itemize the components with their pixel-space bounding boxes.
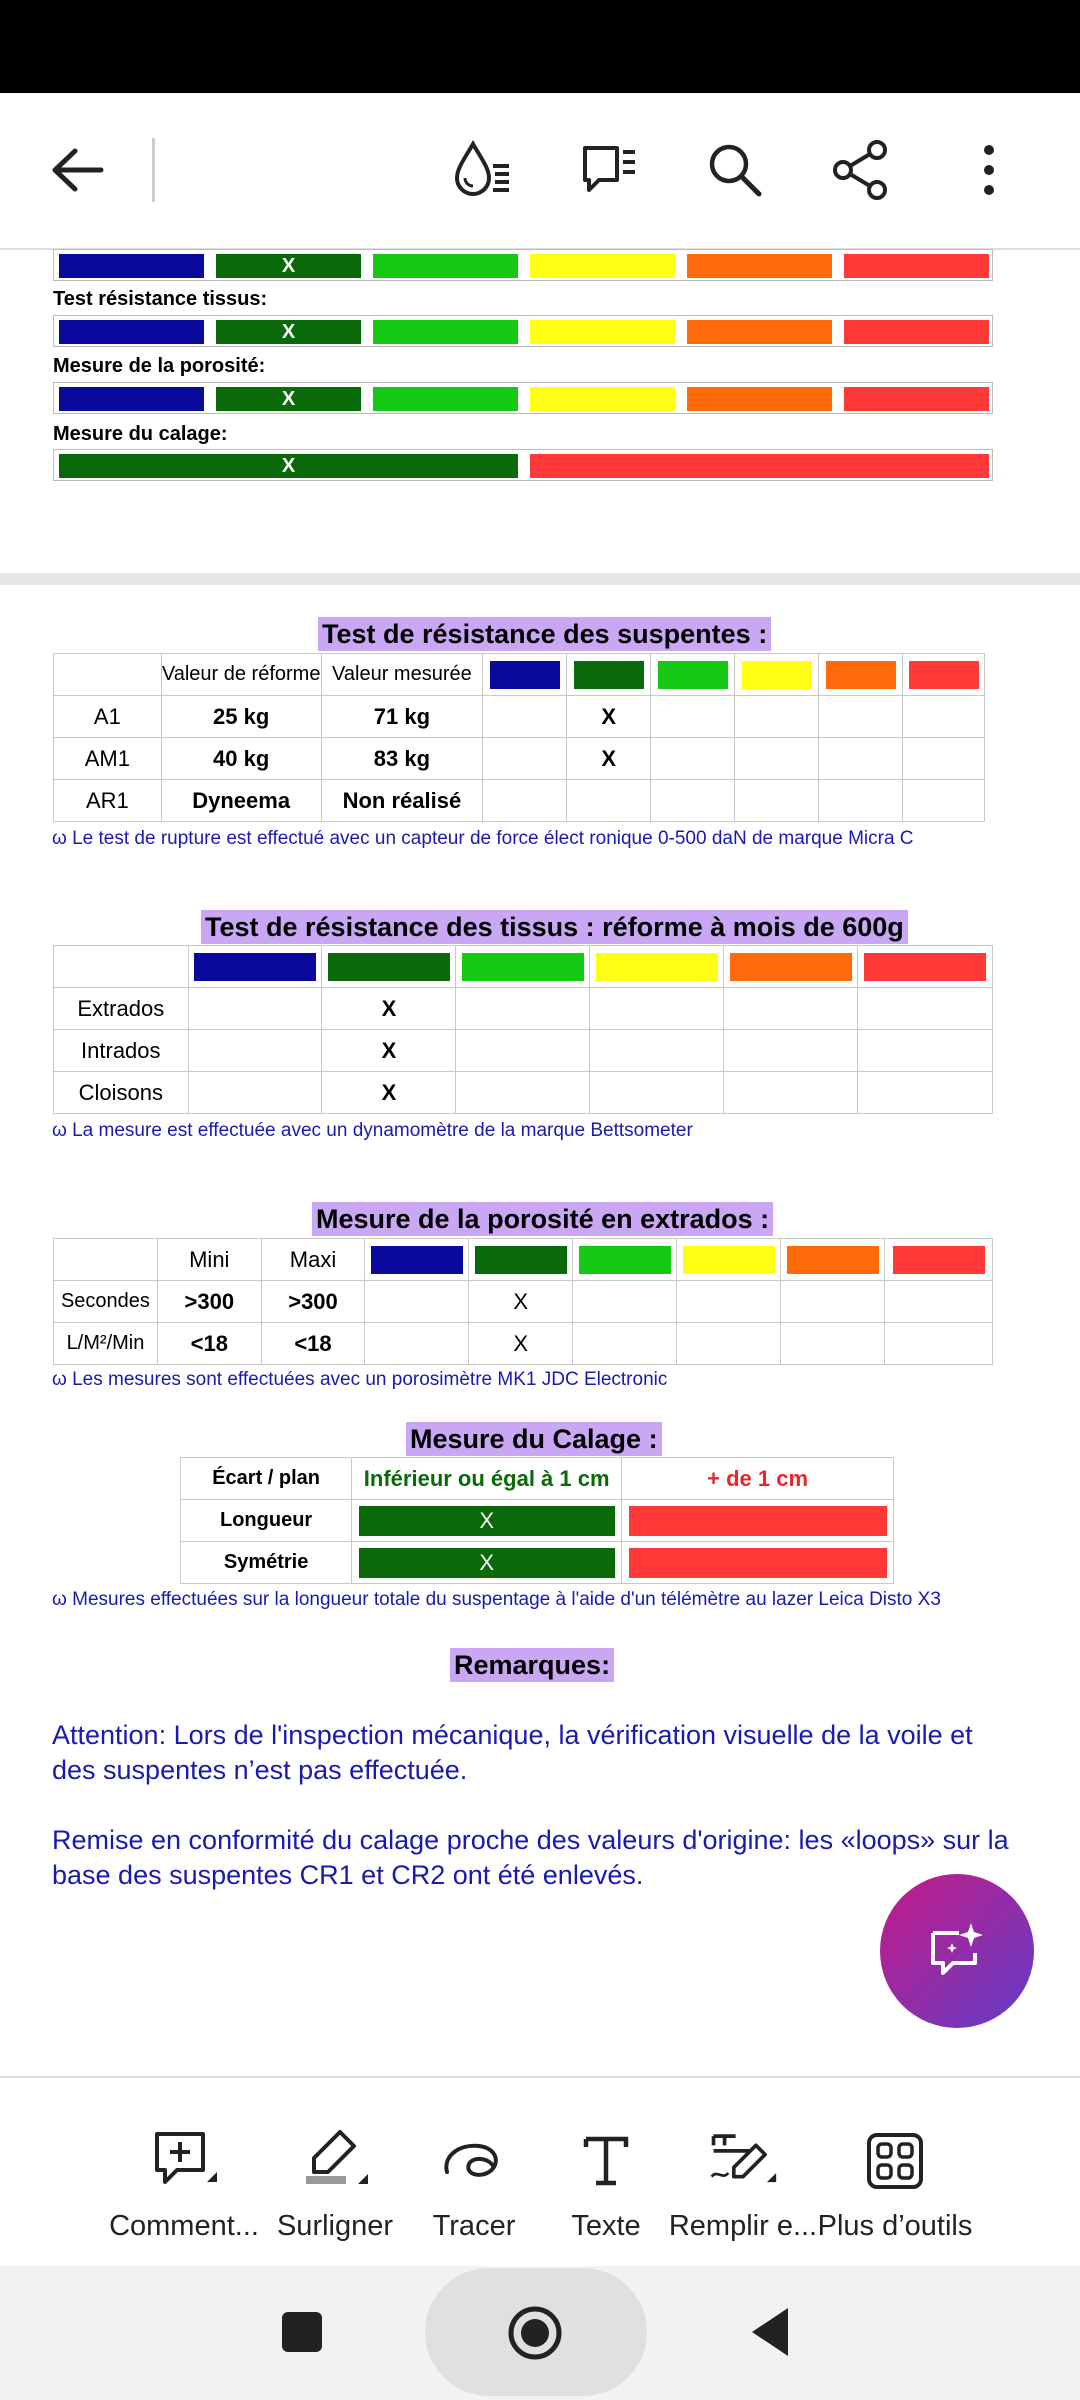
swatch-red: [844, 320, 989, 344]
header-green: [456, 946, 590, 988]
table-row: [54, 780, 985, 822]
color-scale-row: [53, 249, 993, 281]
header-navy: [188, 946, 322, 988]
header-empty: [54, 1239, 158, 1281]
text-icon: [571, 2126, 641, 2196]
header-green: [573, 1239, 677, 1281]
swatch-navy: [59, 320, 204, 344]
grid-tools-icon: [860, 2126, 930, 2196]
header-mesuree: Valeur mesurée: [321, 654, 483, 696]
swatch-orange: [687, 387, 832, 411]
calage-table: [180, 1457, 894, 1584]
swatch-orange: [687, 254, 832, 278]
swatch-orange: [687, 320, 832, 344]
share-icon[interactable]: [826, 135, 896, 205]
suspentes-table: [53, 653, 985, 822]
swatch-darkgreen: [59, 454, 518, 478]
row-mark: X: [322, 988, 456, 1030]
comment-add-icon: [149, 2126, 219, 2196]
swatch-green: [373, 387, 518, 411]
row-name: L/M²/Min: [54, 1323, 158, 1365]
swatch-darkgreen: [216, 387, 361, 411]
row-mark: X: [567, 738, 651, 780]
table-row: [181, 1542, 894, 1584]
swatch-navy: [59, 387, 204, 411]
swatch-yellow: [530, 254, 675, 278]
table-row: [54, 1323, 993, 1365]
row-mark: X: [469, 1281, 573, 1323]
swatch-navy: [59, 254, 204, 278]
table-row: [54, 1030, 993, 1072]
header-inferieur: Inférieur ou égal à 1 cm: [352, 1458, 622, 1500]
tool-label: Texte: [571, 2210, 641, 2242]
remarques-paragraph-1: Attention: Lors de l'inspection mécanique, la vérification visuelle de la voile et des suspentes n’est pas effectuée.: [52, 1720, 973, 1785]
header-yellow: [735, 654, 819, 696]
table-row: [54, 738, 985, 780]
swatch-green: [373, 254, 518, 278]
header-darkgreen: [322, 946, 456, 988]
tool-draw[interactable]: [412, 2078, 536, 2268]
header-darkgreen: [469, 1239, 573, 1281]
row-name: AR1: [54, 780, 162, 822]
top-app-bar: [0, 93, 1080, 250]
row-mesuree: 71 kg: [321, 696, 483, 738]
tool-label: Comment...: [109, 2210, 259, 2242]
row-name: Symétrie: [181, 1542, 352, 1584]
swatch-yellow: [530, 320, 675, 344]
row-mesuree: 83 kg: [321, 738, 483, 780]
suspentes-note: ω Le test de rupture est effectué avec un capteur de force élect ronique 0-500 daN de marque Micra C: [52, 828, 914, 849]
tool-more-tools[interactable]: [817, 2078, 973, 2268]
color-scale-row: [53, 382, 993, 414]
header-maxi: Maxi: [261, 1239, 365, 1281]
toolbar-divider: [152, 138, 155, 202]
comments-list-icon[interactable]: [574, 135, 644, 205]
label-calage: Mesure du calage:: [53, 423, 228, 445]
porosite-note: ω Les mesures sont effectuées avec un porosimètre MK1 JDC Electronic: [52, 1369, 668, 1390]
swatch-red: [844, 387, 989, 411]
tool-label: Tracer: [432, 2210, 516, 2242]
mark: X: [281, 387, 296, 410]
row-name: AM1: [54, 738, 162, 780]
page-separator: [0, 573, 1080, 585]
header-red: [885, 1239, 993, 1281]
tool-label: Plus d’outils: [817, 2210, 973, 2242]
row-mark: X: [469, 1323, 573, 1365]
tool-label: Surligner: [276, 2210, 394, 2242]
row-reforme: 40 kg: [161, 738, 321, 780]
header-navy: [365, 1239, 469, 1281]
bottom-tool-bar: [0, 2076, 1080, 2268]
search-icon[interactable]: [700, 135, 770, 205]
porosite-table: [53, 1238, 993, 1365]
back-arrow-icon[interactable]: [42, 135, 112, 205]
row-mesuree: Non réalisé: [321, 780, 483, 822]
mark: X: [281, 254, 296, 277]
tool-comment[interactable]: [100, 2078, 268, 2268]
header-darkgreen: [567, 654, 651, 696]
header-orange: [819, 654, 903, 696]
color-scale-row: [53, 449, 993, 481]
row-mark: X: [322, 1072, 456, 1114]
mark: X: [281, 454, 296, 477]
tissus-title: Test de résistance des tissus : réforme à mois de 600g: [201, 910, 908, 944]
color-scale-row: [53, 315, 993, 347]
row-reforme: 25 kg: [161, 696, 321, 738]
row-name: Intrados: [54, 1030, 189, 1072]
header-green: [651, 654, 735, 696]
status-bar: [0, 0, 1080, 93]
header-empty: [54, 654, 162, 696]
more-options-icon[interactable]: [954, 135, 1024, 205]
swatch-red: [530, 454, 989, 478]
swatch-green: [373, 320, 518, 344]
header-yellow: [677, 1239, 781, 1281]
row-reforme: Dyneema: [161, 780, 321, 822]
draw-loop-icon: [439, 2126, 509, 2196]
row-maxi: >300: [261, 1281, 365, 1323]
row-mini: <18: [157, 1323, 261, 1365]
porosite-title: Mesure de la porosité en extrados :: [312, 1202, 773, 1236]
header-superieur: + de 1 cm: [622, 1458, 894, 1500]
calage-title: Mesure du Calage :: [406, 1422, 662, 1456]
header-yellow: [590, 946, 724, 988]
calage-note: ω Mesures effectuées sur la longueur totale du suspentage à l'aide d'un télémètre au lazer Leica Disto X3: [52, 1589, 941, 1610]
row-name: A1: [54, 696, 162, 738]
liquid-mode-icon[interactable]: [448, 135, 518, 205]
swatch-red: [844, 254, 989, 278]
home-circle-icon[interactable]: [507, 2305, 563, 2361]
header-reforme: Valeur de réforme: [161, 654, 321, 696]
row-name: Secondes: [54, 1281, 158, 1323]
row-mark: X: [359, 1548, 615, 1578]
row-name: Extrados: [54, 988, 189, 1030]
table-row: [54, 1072, 993, 1114]
swatch-darkgreen: [216, 320, 361, 344]
tool-highlight[interactable]: [270, 2078, 400, 2268]
mark: X: [281, 320, 296, 343]
row-name: Longueur: [181, 1500, 352, 1542]
tool-label: Remplir e...: [668, 2210, 818, 2242]
row-name: Cloisons: [54, 1072, 189, 1114]
header-orange: [781, 1239, 885, 1281]
row-mark: X: [567, 696, 651, 738]
row-mark: X: [322, 1030, 456, 1072]
swatch-darkgreen: [216, 254, 361, 278]
tissus-table: [53, 945, 993, 1114]
recents-square-icon[interactable]: [282, 2312, 322, 2352]
row-mini: >300: [157, 1281, 261, 1323]
tissus-note: ω La mesure est effectuée avec un dynamomètre de la marque Bettsometer: [52, 1120, 693, 1141]
tool-fill-sign[interactable]: [668, 2078, 818, 2268]
ai-assistant-button[interactable]: [880, 1874, 1034, 2028]
label-porosite: Mesure de la porosité:: [53, 355, 266, 377]
header-red: [858, 946, 993, 988]
swatch-yellow: [530, 387, 675, 411]
label-tissus: Test résistance tissus:: [53, 288, 268, 310]
table-row: [181, 1500, 894, 1542]
header-ecart: Écart / plan: [181, 1458, 352, 1500]
header-mini: Mini: [157, 1239, 261, 1281]
row-mark: [567, 780, 651, 822]
remarques-title: Remarques:: [450, 1648, 614, 1682]
table-row: [54, 988, 993, 1030]
suspentes-title: Test de résistance des suspentes :: [318, 617, 771, 651]
header-orange: [724, 946, 858, 988]
header-red: [903, 654, 985, 696]
back-triangle-icon[interactable]: [748, 2306, 792, 2358]
fill-sign-icon: [708, 2126, 778, 2196]
remarques-paragraph-2: Remise en conformité du calage proche des valeurs d'origine: les «loops» sur la base des suspentes CR1 et CR2 ont été enlevés.: [52, 1825, 1009, 1890]
row-mark: X: [359, 1506, 615, 1536]
table-row: [54, 696, 985, 738]
ai-assistant-icon: [925, 1919, 989, 1983]
header-navy: [483, 654, 567, 696]
tool-text[interactable]: [546, 2078, 666, 2268]
row-maxi: <18: [261, 1323, 365, 1365]
highlighter-icon: [300, 2126, 370, 2196]
table-row: [54, 1281, 993, 1323]
